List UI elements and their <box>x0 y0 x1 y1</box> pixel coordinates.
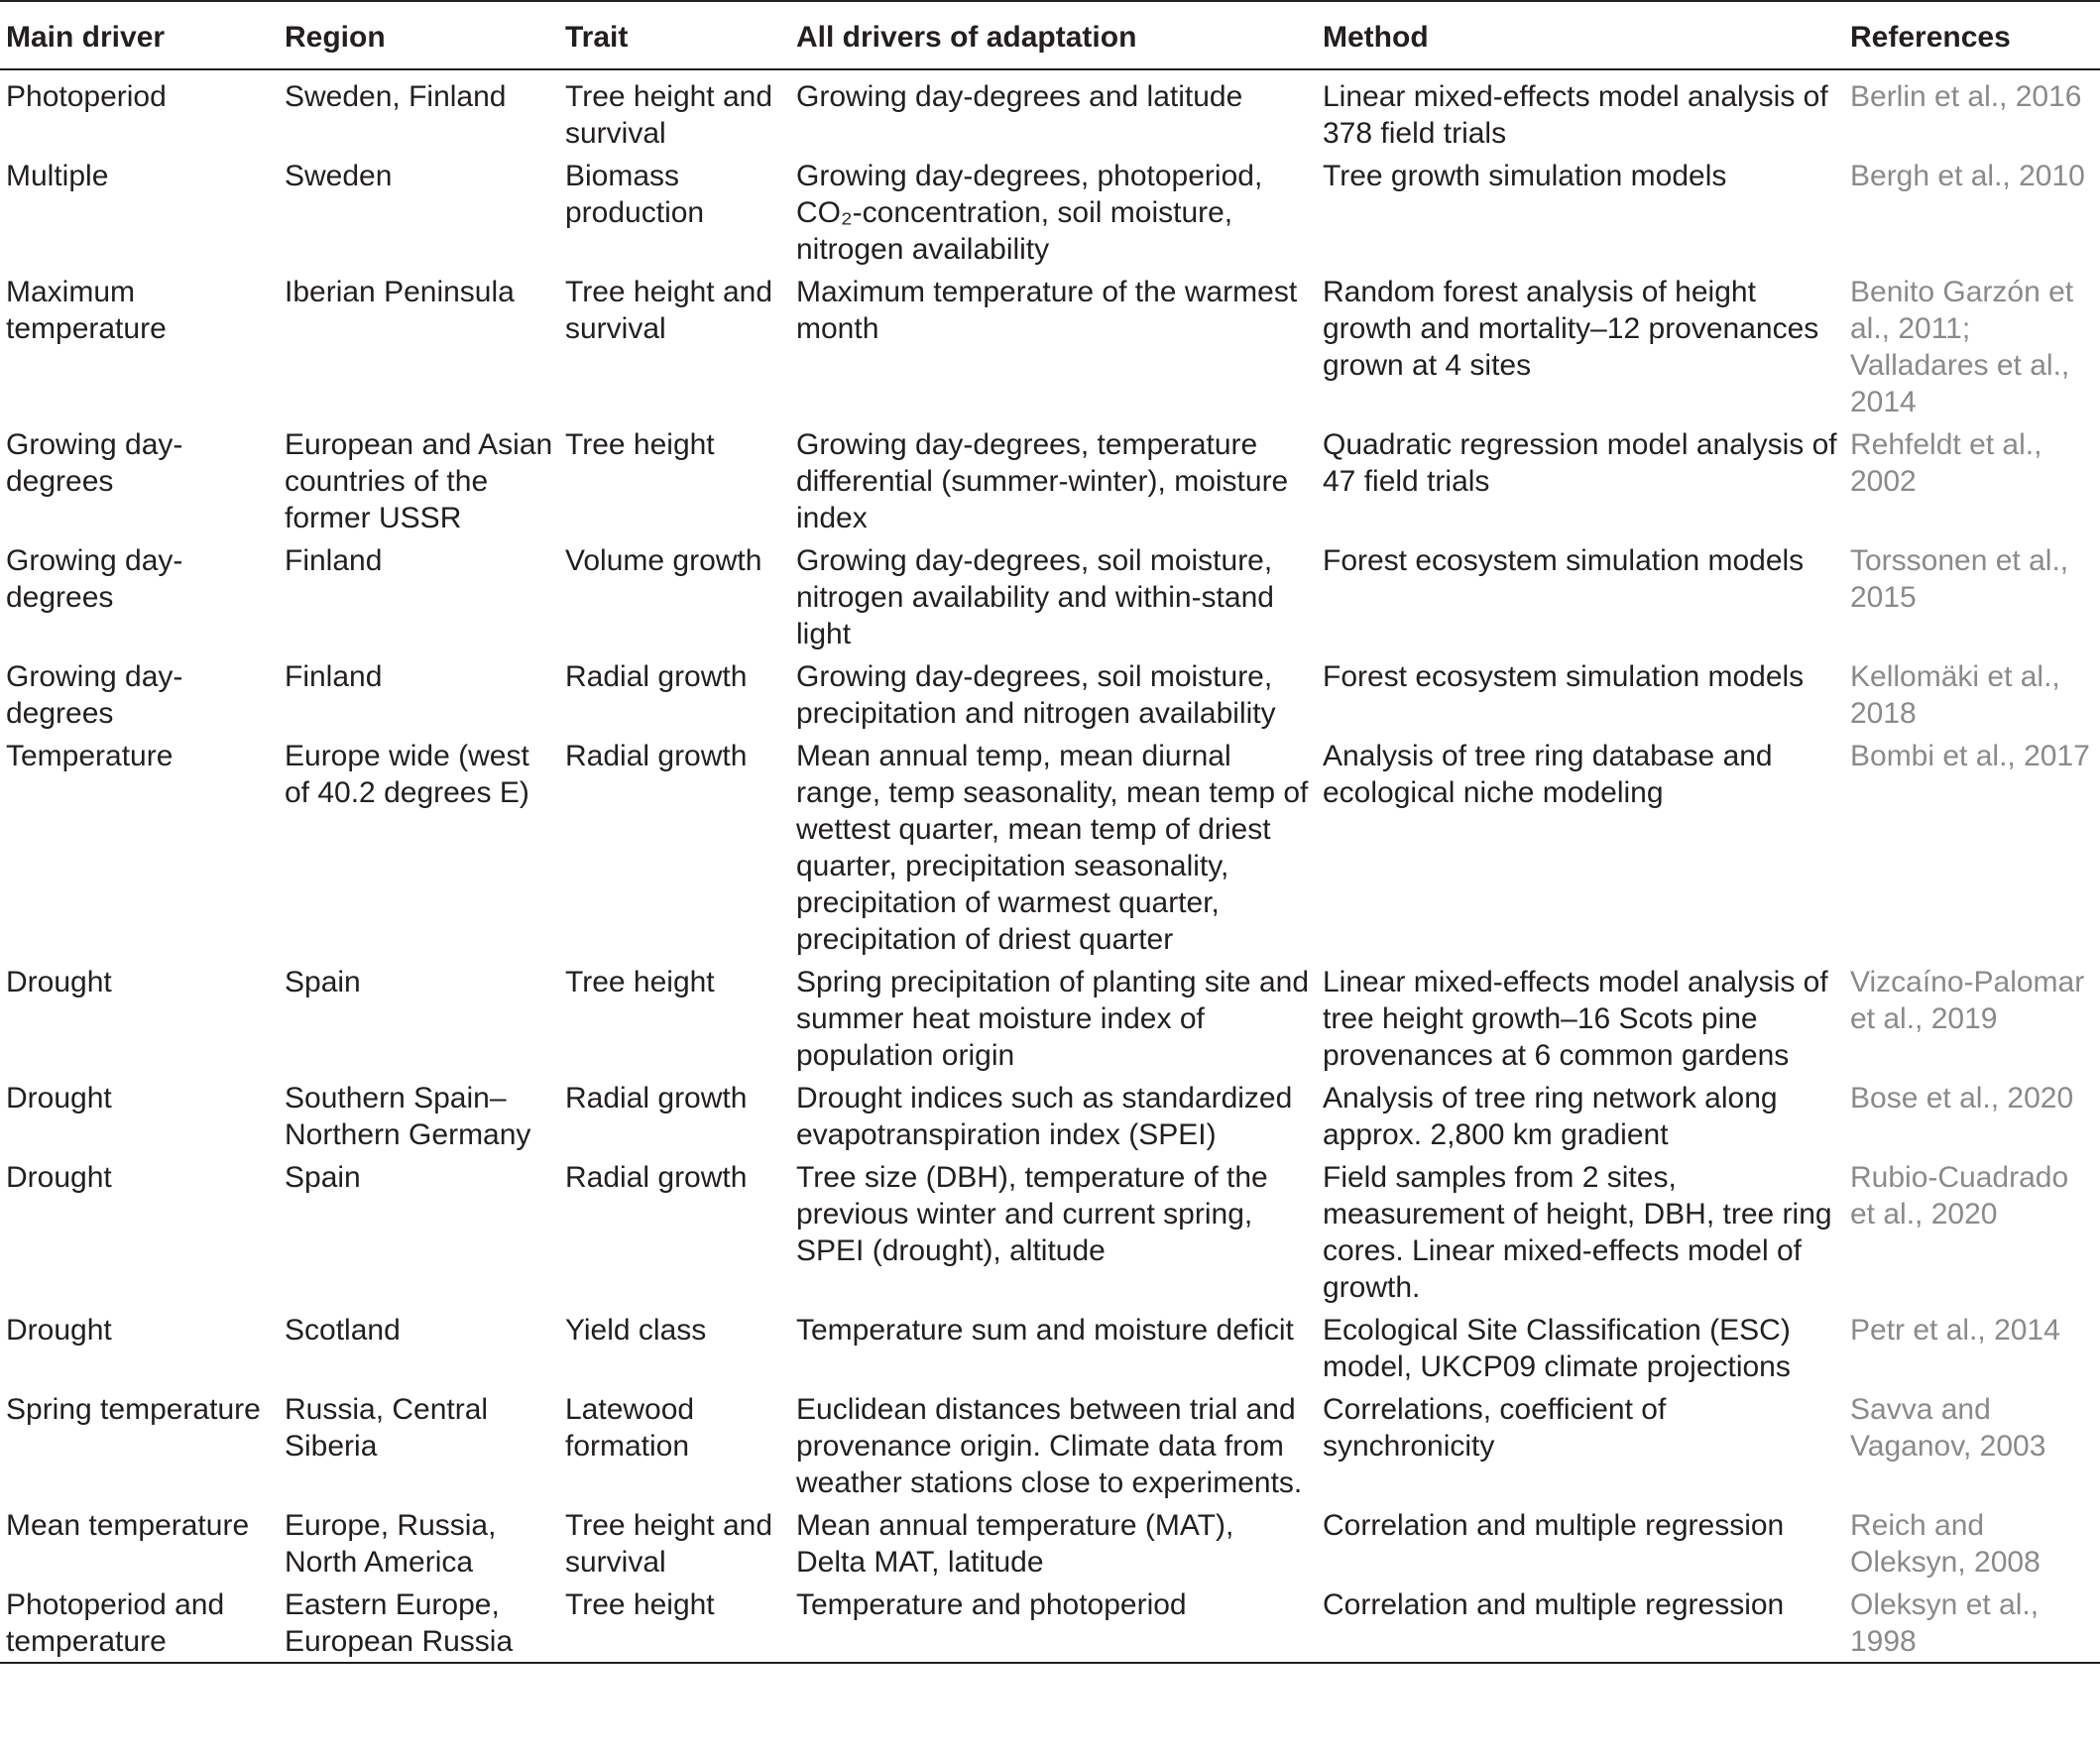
table-row <box>0 1387 2100 1503</box>
cell-method: Ecological Site Classification (ESC) model, UKCP09 climate projections <box>1323 1314 1791 1383</box>
cell-main-driver: Multiple <box>6 160 109 192</box>
cell-region: Scotland <box>285 1314 401 1347</box>
table-row <box>0 654 2100 734</box>
cell-trait: Tree height and survival <box>565 276 773 345</box>
cell-reference: Savva and Vaganov, 2003 <box>1850 1393 2046 1463</box>
cell-method: Correlation and multiple regression <box>1323 1509 1785 1542</box>
cell-reference: Petr et al., 2014 <box>1850 1314 2060 1347</box>
table-row <box>0 270 2100 422</box>
cell-method: Correlation and multiple regression <box>1323 1588 1785 1621</box>
table-row <box>0 538 2100 654</box>
cell-all-drivers: Growing day-degrees, soil moisture, nitrogen availability and within-stand light <box>796 544 1274 650</box>
header-row <box>0 1 2100 69</box>
cell-all-drivers: Euclidean distances between trial and provenance origin. Climate data from weather stations close to experiments. <box>796 1393 1303 1499</box>
cell-reference: Torssonen et al., 2015 <box>1850 544 2069 614</box>
table-row <box>0 734 2100 960</box>
cell-reference: Rehfeldt et al., 2002 <box>1850 428 2042 498</box>
cell-method: Correlations, coefficient of synchronicity <box>1323 1393 1667 1463</box>
cell-reference: Vizcaíno-Palomar et al., 2019 <box>1850 966 2085 1035</box>
cell-method: Forest ecosystem simulation models <box>1323 544 1805 577</box>
cell-main-driver: Mean temperature <box>6 1509 250 1542</box>
cell-all-drivers: Drought indices such as standardized evapotranspiration index (SPEI) <box>796 1082 1293 1151</box>
cell-reference: Berlin et al., 2016 <box>1850 80 2082 113</box>
cell-reference: Benito Garzón et al., 2011; Valladares et al., 2014 <box>1850 276 2074 418</box>
cell-region: Russia, Central Siberia <box>285 1393 489 1463</box>
cell-trait: Radial growth <box>565 1082 748 1114</box>
table-row <box>0 422 2100 538</box>
header-main-driver: Main driver <box>6 21 166 54</box>
cell-main-driver: Spring temperature <box>6 1393 261 1426</box>
cell-region: Finland <box>285 660 383 693</box>
cell-all-drivers: Growing day-degrees, photoperiod, CO₂-concentration, soil moisture, nitrogen availability <box>796 160 1263 266</box>
cell-method: Forest ecosystem simulation models <box>1323 660 1805 693</box>
cell-method: Quadratic regression model analysis of 47 field trials <box>1323 428 1837 498</box>
cell-reference: Bose et al., 2020 <box>1850 1082 2074 1114</box>
cell-main-driver: Drought <box>6 1161 112 1194</box>
cell-method: Tree growth simulation models <box>1323 160 1727 192</box>
cell-trait: Biomass production <box>565 160 705 229</box>
cell-reference: Reich and Oleksyn, 2008 <box>1850 1509 2041 1579</box>
cell-main-driver: Drought <box>6 1314 112 1347</box>
cell-all-drivers: Growing day-degrees, soil moisture, precipitation and nitrogen availability <box>796 660 1276 730</box>
cell-trait: Latewood formation <box>565 1393 695 1463</box>
cell-region: Iberian Peninsula <box>285 276 515 308</box>
cell-reference: Kellomäki et al., 2018 <box>1850 660 2060 730</box>
cell-trait: Volume growth <box>565 544 762 577</box>
cell-region: European and Asian countries of the former USSR <box>285 428 553 534</box>
cell-main-driver: Photoperiod and temperature <box>6 1588 225 1658</box>
cell-main-driver: Drought <box>6 966 112 998</box>
table-header <box>0 1 2100 69</box>
header-trait: Trait <box>565 21 629 54</box>
cell-region: Finland <box>285 544 383 577</box>
cell-reference: Bombi et al., 2017 <box>1850 740 2090 772</box>
cell-all-drivers: Temperature sum and moisture deficit <box>796 1314 1294 1347</box>
cell-region: Southern Spain–Northern Germany <box>285 1082 531 1151</box>
cell-all-drivers: Mean annual temp, mean diurnal range, temp seasonality, mean temp of wettest quarter, mean temp of driest quarter, precipitation seasonality, precipitation of warmest quarter, precipitation of driest quarter <box>796 740 1309 956</box>
header-method: Method <box>1323 21 1429 54</box>
cell-trait: Yield class <box>565 1314 707 1347</box>
cell-trait: Tree height and survival <box>565 1509 773 1579</box>
cell-all-drivers: Spring precipitation of planting site and summer heat moisture index of population origin <box>796 966 1310 1072</box>
table-row <box>0 154 2100 270</box>
cell-trait: Tree height <box>565 1588 715 1621</box>
cell-trait: Tree height <box>565 966 715 998</box>
cell-region: Spain <box>285 966 361 998</box>
header-references: References <box>1850 21 2011 54</box>
table-row <box>0 1582 2100 1663</box>
header-all-drivers: All drivers of adaptation <box>796 21 1137 54</box>
header-region: Region <box>285 21 386 54</box>
cell-method: Random forest analysis of height growth and mortality–12 provenances grown at 4 sites <box>1323 276 1819 382</box>
table-body <box>0 69 2100 1663</box>
cell-method: Field samples from 2 sites, measurement of height, DBH, tree ring cores. Linear mixed-effects model of growth. <box>1323 1161 1832 1304</box>
cell-method: Analysis of tree ring database and ecological niche modeling <box>1323 740 1773 809</box>
cell-region: Sweden <box>285 160 393 192</box>
cell-method: Linear mixed-effects model analysis of tree height growth–16 Scots pine provenances at 6 common gardens <box>1323 966 1828 1072</box>
cell-trait: Tree height <box>565 428 715 461</box>
table-row <box>0 1308 2100 1387</box>
cell-trait: Radial growth <box>565 1161 748 1194</box>
cell-main-driver: Drought <box>6 1082 112 1114</box>
cell-all-drivers: Tree size (DBH), temperature of the previous winter and current spring, SPEI (drought), altitude <box>796 1161 1268 1267</box>
table-row <box>0 960 2100 1076</box>
cell-reference: Bergh et al., 2010 <box>1850 160 2085 192</box>
cell-region: Europe wide (west of 40.2 degrees E) <box>285 740 529 809</box>
cell-method: Linear mixed-effects model analysis of 378 field trials <box>1323 80 1828 150</box>
cell-region: Eastern Europe, European Russia <box>285 1588 514 1658</box>
table-row <box>0 1503 2100 1582</box>
cell-main-driver: Maximum temperature <box>6 276 167 345</box>
cell-all-drivers: Growing day-degrees, temperature differential (summer-winter), moisture index <box>796 428 1289 534</box>
cell-reference: Rubio-Cuadrado et al., 2020 <box>1850 1161 2069 1231</box>
cell-main-driver: Growing day-degrees <box>6 660 183 730</box>
cell-trait: Radial growth <box>565 660 748 693</box>
cell-reference: Oleksyn et al., 1998 <box>1850 1588 2040 1658</box>
table-row <box>0 69 2100 154</box>
cell-main-driver: Growing day-degrees <box>6 428 183 498</box>
cell-trait: Radial growth <box>565 740 748 772</box>
cell-main-driver: Growing day-degrees <box>6 544 183 614</box>
cell-region: Sweden, Finland <box>285 80 507 113</box>
cell-all-drivers: Temperature and photoperiod <box>796 1588 1187 1621</box>
table-row <box>0 1155 2100 1308</box>
cell-trait: Tree height and survival <box>565 80 773 150</box>
cell-region: Europe, Russia, North America <box>285 1509 497 1579</box>
cell-all-drivers: Growing day-degrees and latitude <box>796 80 1243 113</box>
cell-main-driver: Temperature <box>6 740 174 772</box>
cell-region: Spain <box>285 1161 361 1194</box>
cell-all-drivers: Mean annual temperature (MAT), Delta MAT, latitude <box>796 1509 1234 1579</box>
cell-method: Analysis of tree ring network along approx. 2,800 km gradient <box>1323 1082 1778 1151</box>
cell-all-drivers: Maximum temperature of the warmest month <box>796 276 1298 345</box>
table-row <box>0 1076 2100 1155</box>
cell-main-driver: Photoperiod <box>6 80 167 113</box>
